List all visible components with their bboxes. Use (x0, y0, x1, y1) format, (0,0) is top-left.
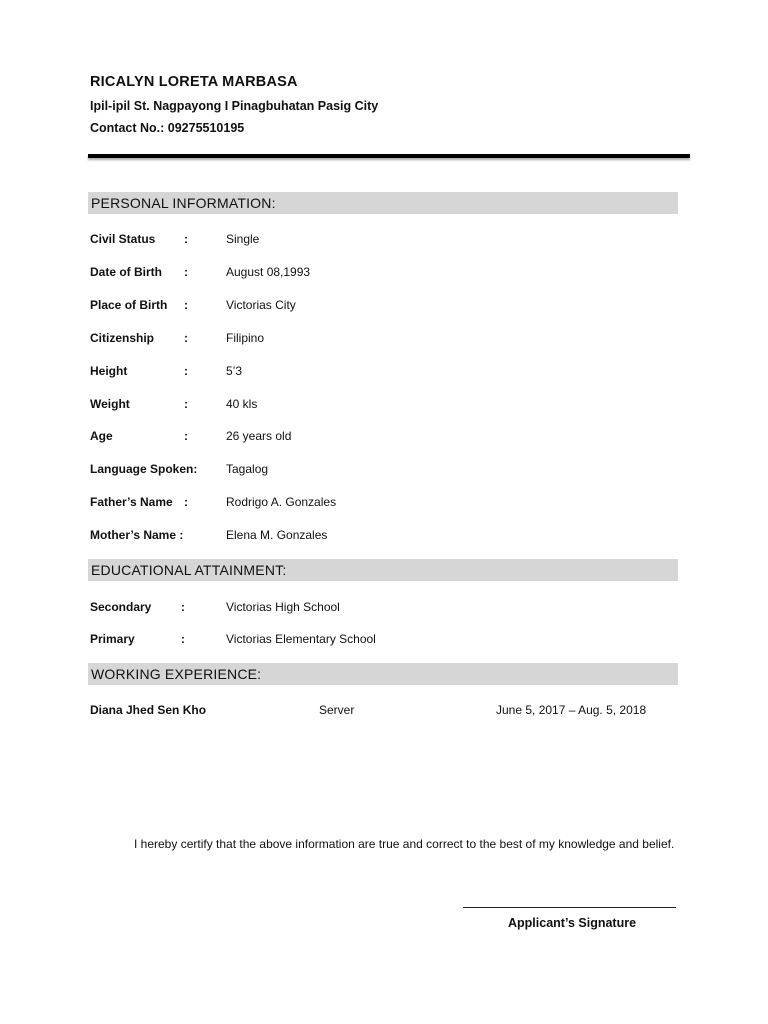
field-label: Civil Status (90, 232, 156, 246)
field-value: Victorias Elementary School (226, 632, 376, 646)
field-value: Single (226, 232, 260, 246)
field-label: Weight (90, 397, 130, 411)
field-label: Mother’s Name : (90, 528, 184, 542)
applicant-name: RICALYN LORETA MARBASA (90, 74, 298, 90)
work-heading: WORKING EXPERIENCE: (88, 663, 678, 685)
personal-info-heading: PERSONAL INFORMATION: (88, 192, 678, 214)
work-employer: Diana Jhed Sen Kho (90, 703, 207, 717)
field-label: Language Spoken: (90, 462, 198, 476)
field-value: Elena M. Gonzales (226, 528, 328, 542)
field-value: Tagalog (226, 462, 269, 476)
field-colon: : (184, 331, 188, 345)
field-colon: : (181, 632, 185, 646)
field-colon: : (184, 397, 188, 411)
field-label: Secondary (90, 600, 152, 614)
field-colon: : (181, 600, 185, 614)
field-label: Height (90, 364, 128, 378)
field-value: August 08,1993 (226, 265, 311, 279)
field-colon: : (184, 495, 188, 509)
field-label: Citizenship (90, 331, 155, 345)
field-colon: : (184, 232, 188, 246)
field-colon: : (184, 429, 188, 443)
field-label: Primary (90, 632, 135, 646)
field-value: Filipino (226, 331, 265, 345)
field-value: Rodrigo A. Gonzales (226, 495, 337, 509)
field-colon: : (184, 265, 188, 279)
field-value: Victorias City (226, 298, 296, 312)
field-label: Date of Birth (90, 265, 162, 279)
education-heading: EDUCATIONAL ATTAINMENT: (88, 559, 678, 581)
signature-line (463, 907, 676, 908)
field-value: 5’3 (226, 364, 243, 378)
field-value: Victorias High School (226, 600, 340, 614)
certification-statement: I hereby certify that the above information are true and correct to the best of my knowledge and belief. (134, 837, 675, 851)
signature-label: Applicant’s Signature (508, 916, 637, 930)
work-dates: June 5, 2017 – Aug. 5, 2018 (496, 703, 647, 717)
field-colon: : (184, 364, 188, 378)
applicant-address: Ipil-ipil St. Nagpayong I Pinagbuhatan Pasig City (90, 99, 379, 113)
applicant-contact: Contact No.: 09275510195 (90, 121, 245, 135)
work-position: Server (319, 703, 355, 717)
header-divider (88, 154, 690, 158)
field-label: Age (90, 429, 113, 443)
field-value: 26 years old (226, 429, 292, 443)
field-colon: : (184, 298, 188, 312)
field-label: Father’s Name (90, 495, 173, 509)
field-value: 40 kls (226, 397, 258, 411)
field-label: Place of Birth (90, 298, 168, 312)
